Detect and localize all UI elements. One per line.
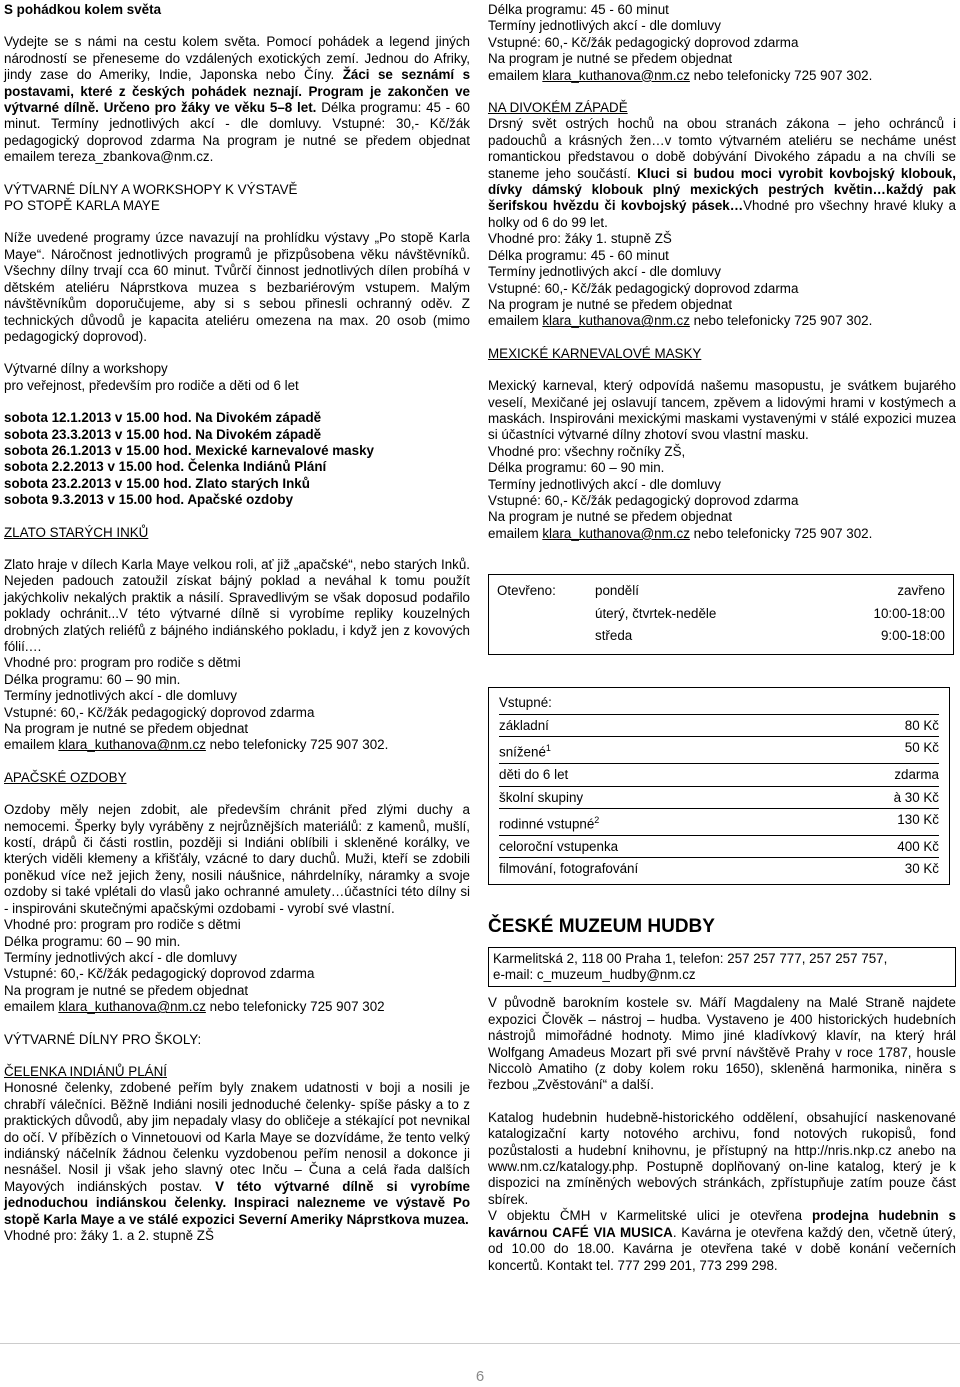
text: emailem	[4, 737, 59, 753]
fee-name-text: rodinné vstupné	[499, 816, 595, 832]
section-title: APAČSKÉ OZDOBY	[4, 769, 127, 785]
order-note: Na program je nutné se předem objednat	[4, 721, 249, 737]
text: Na program je nutné se předem objednat emailem tereza_zbankova@nm.cz.	[4, 132, 470, 165]
fee-name-text: celoroční vstupenka	[499, 838, 619, 854]
contact	[488, 68, 956, 84]
footnote-mark: 1	[545, 743, 551, 754]
address-line: e-mail: c_muzeum_hudby@nm.cz	[493, 967, 696, 982]
text-bold: Žáci se seznámí s postavami, které z českých pohádek neznají. Program je zakončen ve výtvarné dílně.	[4, 67, 471, 116]
contact	[4, 737, 470, 753]
email-link[interactable]: klara_kuthanova@nm.cz	[542, 525, 690, 541]
hours-day: pondělí	[595, 583, 639, 599]
text-bold: V této výtvarné dílně si vyrobíme jednoduchou indiánskou čelenky. Inspiraci nalezneme ve výstavě Po stopě Karla Maye a ve stálé expozici Severní Ameriky Náprstkova muzea.	[4, 1178, 470, 1227]
section-title: VÝTVARNÉ DÍLNY A WORKSHOPY K VÝSTAVĚ	[4, 181, 298, 197]
email-link[interactable]: klara_kuthanova@nm.cz	[58, 737, 206, 753]
schedule-item	[4, 476, 470, 492]
schedule-date: sobota 23.3.2013	[4, 426, 115, 442]
suitability: Vhodné pro: program pro rodiče s dětmi	[4, 655, 241, 671]
fee-name-text: snížené	[499, 744, 546, 760]
text: Délka programu: 45 - 60 minut.	[4, 100, 470, 132]
right-column	[488, 2, 956, 1274]
hours-time: 10:00-18:00	[873, 605, 945, 621]
section-title: ČELENKA INDIÁNŮ PLÁNÍ	[4, 1063, 167, 1079]
fee-value: 400 Kč	[897, 838, 939, 854]
schedule-item	[4, 410, 470, 426]
suitability: Vhodné pro: všechny ročníky ZŠ,	[488, 443, 686, 459]
contact	[488, 313, 956, 329]
schedule-event: Zlato starých Inků	[195, 475, 310, 491]
section-title: PO STOPĚ KARLA MAYE	[4, 198, 160, 214]
fee: Vstupné: 60,- Kč/žák pedagogický doprovod zdarma	[488, 280, 799, 296]
text: emailem	[488, 313, 543, 329]
hours-time: zavřeno	[897, 583, 945, 599]
hours-day: středa	[595, 628, 633, 643]
fee-name-text: děti do 6 let	[499, 767, 569, 783]
schedule-event: Mexické karnevalové masky	[195, 442, 374, 458]
text-bold: Určeno pro žáky ve věku 5–8 let.	[103, 100, 317, 116]
order-note: Na program je nutné se předem objednat	[488, 296, 733, 312]
fee: Vstupné: 60,- Kč/žák pedagogický doprovod zdarma	[488, 492, 799, 508]
hours-label: Otevřeno:	[497, 583, 556, 599]
fee-row	[499, 737, 939, 764]
fee-name-text: základní	[499, 717, 549, 733]
schedule-item	[4, 427, 470, 443]
fee-name	[499, 861, 819, 877]
fee: Vstupné: 60,- Kč/žák pedagogický doprovod zdarma	[4, 704, 315, 720]
opening-hours	[497, 581, 945, 648]
terms: Termíny jednotlivých akcí - dle domluvy	[488, 18, 721, 34]
schedule-time: v 15.00 hod.	[107, 492, 188, 508]
fee-row	[499, 787, 939, 809]
fee-name	[499, 718, 819, 734]
fee-value: 30 Kč	[904, 861, 939, 877]
fee-name-text: filmování, fotografování	[499, 861, 639, 877]
opening-hours-box	[488, 574, 954, 655]
schedule-date: sobota 2.2.2013	[4, 459, 108, 475]
email-link[interactable]: klara_kuthanova@nm.cz	[542, 313, 690, 329]
text: Honosné čelenky, zdobené peřím byly znakem udatnosti v boji a nosili je chrabří válečníci. Běžně Indiáni nosili jednoduché čelenky- spíše pásky a to z praktických důvodů, aby jim nepadaly vlasy do obličeje a stékající pot nevnikal do očí. V příbězích o Vinnetouovi od Karla Maye se dozvídáme, že tento velký indiánský náčelník žádnou čelenku vyzdobenou peřím nenosil a dokonce ji nesnášel. Nosil ji však jeho slavný otec Inču – Čuna a celá řada dalších Mayových indiánských postav.	[4, 1080, 470, 1194]
hours-day: úterý, čtvrtek-neděle	[595, 605, 717, 621]
admission-fees-box	[488, 687, 950, 884]
schedule-event: Na Divokém západě	[195, 426, 322, 442]
text: Termíny jednotlivých akcí - dle domluvy.	[50, 116, 322, 132]
fee-name	[499, 740, 819, 761]
schedule-event: Apačské ozdoby	[187, 492, 294, 508]
schedule-date: sobota 9.3.2013	[4, 492, 108, 508]
duration: Délka programu: 45 - 60 minut	[488, 2, 669, 17]
hours-row	[497, 626, 945, 648]
section-title: ZLATO STARÝCH INKŮ	[4, 524, 149, 540]
schedule-list	[4, 410, 470, 508]
order-note: Na program je nutné se předem objednat	[488, 51, 733, 67]
text: nebo telefonicky 725 907 302.	[689, 525, 873, 541]
duration: Délka programu: 60 – 90 min.	[488, 460, 665, 476]
text: Drsný svět ostrých hochů na obou stranách zákona – jeho ochránců i padouchů a krásných žen…v tomto výtvarném ateliéru se necháme unést romantickou představou o době dobývání Divokého západu a na chvíli se staneme jeho součástí.	[488, 116, 956, 181]
fee-value: 80 Kč	[904, 717, 939, 733]
text: nebo telefonicky 725 907 302	[205, 999, 385, 1015]
paragraph	[4, 34, 470, 165]
fee: Vstupné: 60,- Kč/žák pedagogický doprovod zdarma	[488, 34, 799, 50]
text: Vstupné: 30,- Kč/žák pedagogický doprovod zdarma	[4, 116, 470, 148]
fee-name	[499, 790, 819, 806]
text: Vhodné pro všechny hravé kluky a holky od 6 do 99 let.	[488, 198, 956, 230]
terms: Termíny jednotlivých akcí - dle domluvy	[4, 688, 237, 704]
fees-label: Vstupné:	[499, 695, 552, 711]
schedule-date: sobota 12.1.2013	[4, 410, 115, 426]
fee-row	[499, 764, 939, 786]
terms: Termíny jednotlivých akcí - dle domluvy	[4, 949, 237, 965]
suitability: Vhodné pro: žáky 1. stupně ZŠ	[488, 231, 672, 247]
section-title: MEXICKÉ KARNEVALOVÉ MASKY	[488, 345, 702, 361]
schedule-date: sobota 26.1.2013	[4, 442, 115, 458]
paragraph: Katalog hudebnin hudebně-historického oddělení, obsahující naskenované katalogizační karty notového archivu, fond notových rukopisů, fond pozůstalosti a hudební knihovnu, je přístupný na http://nris.nkp.cz anebo na www.nm.cz/katalogy.php. Postupně doplňovaný on-line katalog, který je k dispozici na zmíněných webových stránkách, zpřístupňuje zatím pouze část sbírek.	[488, 1109, 956, 1207]
paragraph: V původně barokním kostele sv. Máří Magdaleny na Malé Straně najdete expozici Člověk – nástroj – hudba. Vystaveno je 400 historických hudebních nástrojů mimořádné hodnoty. Mimo jiné kladívkový klavír, na který hrál Wolfgang Amadeus Mozart při své první návštěvě Prahy v roce 1787, housle Niccolò Amatiho (z doby kolem roku 1650), skleněná harmonika, niněra s řezbou „Zvěstování“ a další.	[488, 995, 956, 1093]
order-note: Na program je nutné se předem objednat	[488, 509, 733, 525]
fee-row	[499, 836, 939, 858]
fee-value: 50 Kč	[904, 740, 939, 756]
schedule-date: sobota 23.2.2013	[4, 475, 115, 491]
fee-name	[499, 812, 819, 833]
text: nebo telefonicky 725 907 302.	[205, 737, 389, 753]
fees-list	[499, 715, 939, 880]
fee-name	[499, 839, 819, 855]
page-number: 6	[475, 1368, 485, 1385]
paragraph: Mexický karneval, který odpovídá našemu masopustu, je svátkem bujarého veselí, Mexičané jej oslavují tancem, zpěvem a lidovými hrami v kostýmech a maskách. Inspirováni mexickými maskami vystavenými v stálé expozici muzea si účastníci výtvarné dílny zhotoví svou vlastní masku.	[488, 378, 956, 443]
subheading: pro veřejnost, především pro rodiče a děti od 6 let	[4, 377, 299, 393]
paragraph	[488, 1208, 956, 1274]
text: emailem	[488, 67, 543, 83]
schedule-item	[4, 443, 470, 459]
text: . Kavárna je otevřena každý den, včetně úterý, od 10.00 do 18.00. Kavárna je otevřena také v době konání večerních koncertů. Kontakt tel. 777 299 201, 773 299 298.	[488, 1224, 957, 1273]
text: nebo telefonicky 725 907 302.	[689, 67, 873, 83]
email-link[interactable]: klara_kuthanova@nm.cz	[58, 999, 206, 1015]
schedule-time: v 15.00 hod.	[114, 410, 196, 426]
text: nebo telefonicky 725 907 302.	[689, 313, 873, 329]
schedule-time: v 15.00 hod.	[114, 426, 196, 442]
suitability: Vhodné pro: žáky 1. a 2. stupně ZŠ	[4, 1228, 214, 1243]
fee-value: à 30 Kč	[893, 789, 939, 805]
schedule-event: Na Divokém západě	[195, 410, 322, 426]
left-column	[4, 2, 470, 1244]
paragraph: Níže uvedené programy úzce navazují na prohlídku výstavy „Po stopě Karla Maye“. Náročnost jednotlivých programů je přizpůsobena věku návštěvníků. Všechny dílny trvají cca 60 minut. Tvůrčí činnost jednotlivých dílen probíhá v dětském ateliéru Náprstkova muzea s bezbariérovým vstupem. Malým návštěvníkům doporučujeme, aby si s sebou přinesli ochranný oděv. Z technických důvodů je kapacita ateliéru omezena na max. 20 osob (mimo pedagogický doprovod).	[4, 230, 470, 344]
schedule-time: v 15.00 hod.	[107, 459, 188, 475]
section-title: NA DIVOKÉM ZÁPADĚ	[488, 100, 628, 116]
fee-row	[499, 715, 939, 737]
fee-name	[499, 767, 819, 783]
schedule-item	[4, 459, 470, 475]
hours-label	[497, 606, 595, 622]
subheading: Výtvarné dílny a workshopy	[4, 361, 168, 377]
schedule-event: Čelenka Indiánů Plání	[187, 459, 327, 475]
paragraph	[4, 1080, 470, 1228]
section-title: S pohádkou kolem světa	[4, 2, 162, 17]
text-bold: Kluci si budou moci vyrobit kovbojský klobouk, dívky dámský klobouk plný mexických pestrých květin…každý pak šerifskou hvězdu či kovbojský pásek…	[488, 165, 956, 214]
fee-name-text: školní skupiny	[499, 789, 584, 805]
museum-address	[488, 947, 956, 988]
fee-row	[499, 858, 939, 879]
duration: Délka programu: 45 - 60 minut	[488, 247, 669, 263]
text-bold: prodejna hudebnin s kavárnou CAFÉ VIA MUSICA	[488, 1208, 956, 1240]
text: Vydejte se s námi na cestu kolem světa. Pomocí pohádek a legend jiných národností se přeneseme do vzdálených exotických zemí. Jednou do Afriky, jindy zase do Ameriky, Indie, Japonska nebo Číny.	[4, 34, 470, 83]
schedule-time: v 15.00 hod.	[114, 442, 196, 458]
email-link[interactable]: klara_kuthanova@nm.cz	[542, 67, 690, 83]
text: emailem	[488, 525, 543, 541]
text: V objektu ČMH v Karmelitské ulici je otevřena	[488, 1208, 812, 1224]
fee-row	[499, 809, 939, 836]
schedule-time: v 15.00 hod.	[114, 475, 196, 491]
hours-time: 9:00-18:00	[880, 628, 945, 643]
address-line: Karmelitská 2, 118 00 Praha 1, telefon: 257 257 777, 257 257 757,	[493, 950, 888, 966]
text: emailem	[4, 999, 59, 1015]
footer-rule	[0, 1343, 960, 1344]
hours-row	[497, 604, 945, 626]
fees-header	[499, 692, 939, 714]
terms: Termíny jednotlivých akcí - dle domluvy	[488, 476, 721, 492]
hours-label	[497, 628, 595, 644]
order-note: Na program je nutné se předem objednat	[4, 982, 249, 998]
section-title: VÝTVARNÉ DÍLNY PRO ŠKOLY:	[4, 1031, 202, 1047]
contact	[4, 999, 470, 1015]
paragraph: Zlato hraje v dílech Karla Maye velkou roli, ať již „apačské“, nebo starých Inků. Nejeden padouch zatoužil získat bájný poklad a neváhal k tomu použít jakýchkoliv nekalých praktik a násilí. Spravedlivým se však doposud podařilo poklady ochránit...V této výtvarné dílně si vyrobíme repliky kouzelných drobných zlatých reliéfů z bájného indiánského pokladu, i když jen z kovových fólií.…	[4, 556, 470, 654]
museum-title: ČESKÉ MUZEUM HUDBY	[488, 915, 715, 937]
contact	[488, 526, 956, 542]
terms: Termíny jednotlivých akcí - dle domluvy	[488, 264, 721, 280]
schedule-item	[4, 492, 470, 508]
fee: Vstupné: 60,- Kč/žák pedagogický doprovod zdarma	[4, 966, 315, 982]
duration: Délka programu: 60 – 90 min.	[4, 933, 181, 949]
fee-value: zdarma	[894, 767, 939, 783]
footnote-mark: 2	[594, 814, 600, 825]
hours-row	[497, 581, 945, 603]
suitability: Vhodné pro: program pro rodiče s dětmi	[4, 917, 241, 933]
paragraph: Ozdoby měly nejen zdobit, ale především chránit před zlými duchy a nemocemi. Šperky byly vyráběny z nejrůznějších materiálů: z kamenů, mušlí, kostí, drápů či části rostlin, později si Indiáni oblíbili i skleněné korálky, ve kterých viděli kłemeny a křišťály, vzácné to dary duchů. Muži, kteří se zdobili poněkud více než jejich ženy, nosili náušnice, náhrdelníky, náramky a svoje ozdoby si také vplétali do vlasů jako ochranné amulety…účastníci této dílny si - inspirováni skutečnými apačskými ozdobami - vyrobí své vlastní.	[4, 802, 470, 916]
fee-value: 130 Kč	[897, 811, 939, 827]
duration: Délka programu: 60 – 90 min.	[4, 671, 181, 687]
paragraph	[488, 116, 956, 231]
